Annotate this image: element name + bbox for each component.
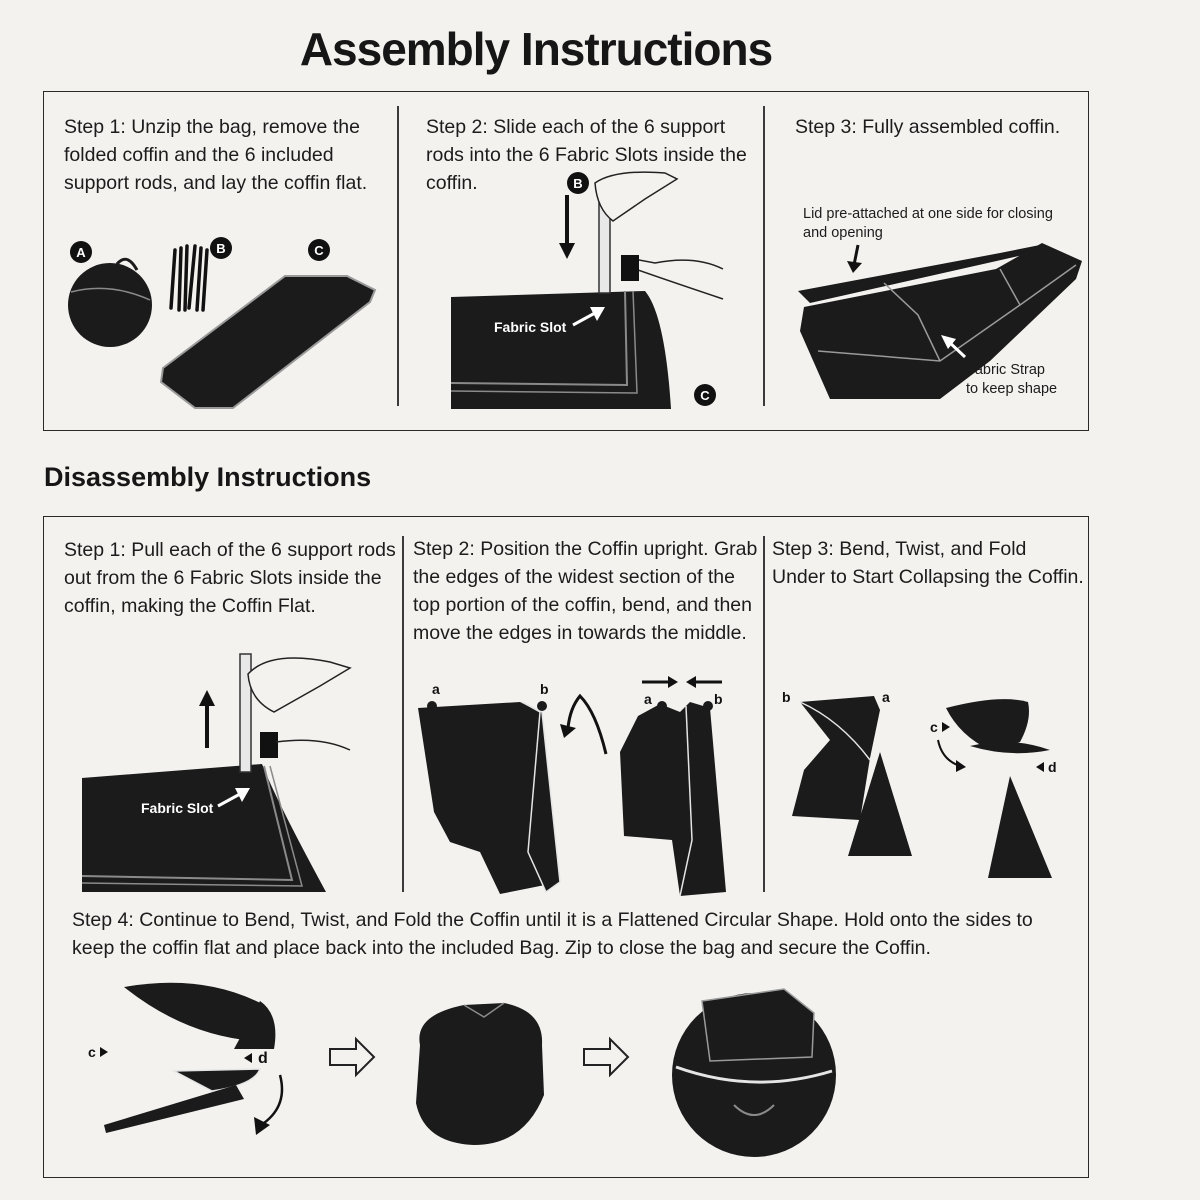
letter-b: b — [782, 689, 791, 705]
badge-b-letter: B — [573, 176, 583, 191]
support-rods-icon — [171, 246, 207, 310]
page-title: Assembly Instructions — [299, 23, 773, 75]
right-arrow-icon — [330, 1039, 374, 1075]
letter-c: c — [88, 1044, 96, 1060]
disassembly-title: Disassembly Instructions — [44, 462, 372, 492]
letter-a: a — [644, 691, 652, 707]
letter-b: b — [714, 691, 723, 707]
assembly-step2-illustration — [445, 165, 755, 415]
assembly-step2-text: Step 2: Slide each of the 6 support rods into the 6 Fabric Slots inside the coffin. — [426, 116, 747, 194]
disassembly-step2-illustration — [410, 672, 755, 897]
assembly-divider-1 — [397, 106, 399, 406]
strap-note-line1: Fabric Strap — [966, 362, 1045, 378]
fabric-slot-label: Fabric Slot — [494, 319, 567, 335]
assembly-step1-text: Step 1: Unzip the bag, remove the folded coffin and the 6 included support rods, and lay the coffin flat. — [64, 116, 368, 194]
letter-a: a — [432, 681, 440, 697]
letter-d: d — [258, 1050, 268, 1067]
disassembly-step1-illustration — [80, 650, 360, 895]
assembly-step1-illustration — [55, 230, 385, 420]
disassembly-divider-1 — [402, 536, 404, 892]
fabric-slot-label: Fabric Slot — [141, 800, 214, 816]
disassembly-step3-text: Step 3: Bend, Twist, and Fold Under to Start Collapsing the Coffin. — [772, 538, 1084, 588]
letter-d: d — [1048, 759, 1057, 775]
letter-a: a — [882, 689, 890, 705]
letter-c: c — [930, 719, 938, 735]
disassembly-step4-text: Step 4: Continue to Bend, Twist, and Fold the Coffin until it is a Flattened Circular Shape. Hold onto the sides to keep the coffin flat and place back into the included Bag. Zip to close the bag and secure the Coffin. — [72, 909, 1033, 959]
right-arrow-icon — [584, 1039, 628, 1075]
badge-b-letter: B — [216, 241, 226, 256]
letter-b: b — [540, 681, 549, 697]
disassembly-step4-illustration — [84, 975, 1084, 1165]
lid-note: Lid pre-attached at one side for closing and opening — [803, 206, 1053, 241]
disassembly-divider-2 — [763, 536, 765, 892]
disassembly-step3-illustration — [770, 680, 1080, 890]
badge-c-letter: C — [314, 243, 324, 258]
assembly-divider-2 — [763, 106, 765, 406]
strap-note-line2: to keep shape — [966, 381, 1058, 397]
badge-c-letter: C — [700, 388, 710, 403]
disassembly-step1-text: Step 1: Pull each of the 6 support rods out from the 6 Fabric Slots inside the coffin, making the Coffin Flat. — [64, 539, 396, 617]
disassembly-step2-text: Step 2: Position the Coffin upright. Grab the edges of the widest section of the top portion of the coffin, bend, and then move the edges in towards the middle. — [413, 538, 758, 644]
badge-a-letter: A — [76, 245, 86, 260]
assembly-step3-text: Step 3: Fully assembled coffin. — [795, 116, 1061, 138]
